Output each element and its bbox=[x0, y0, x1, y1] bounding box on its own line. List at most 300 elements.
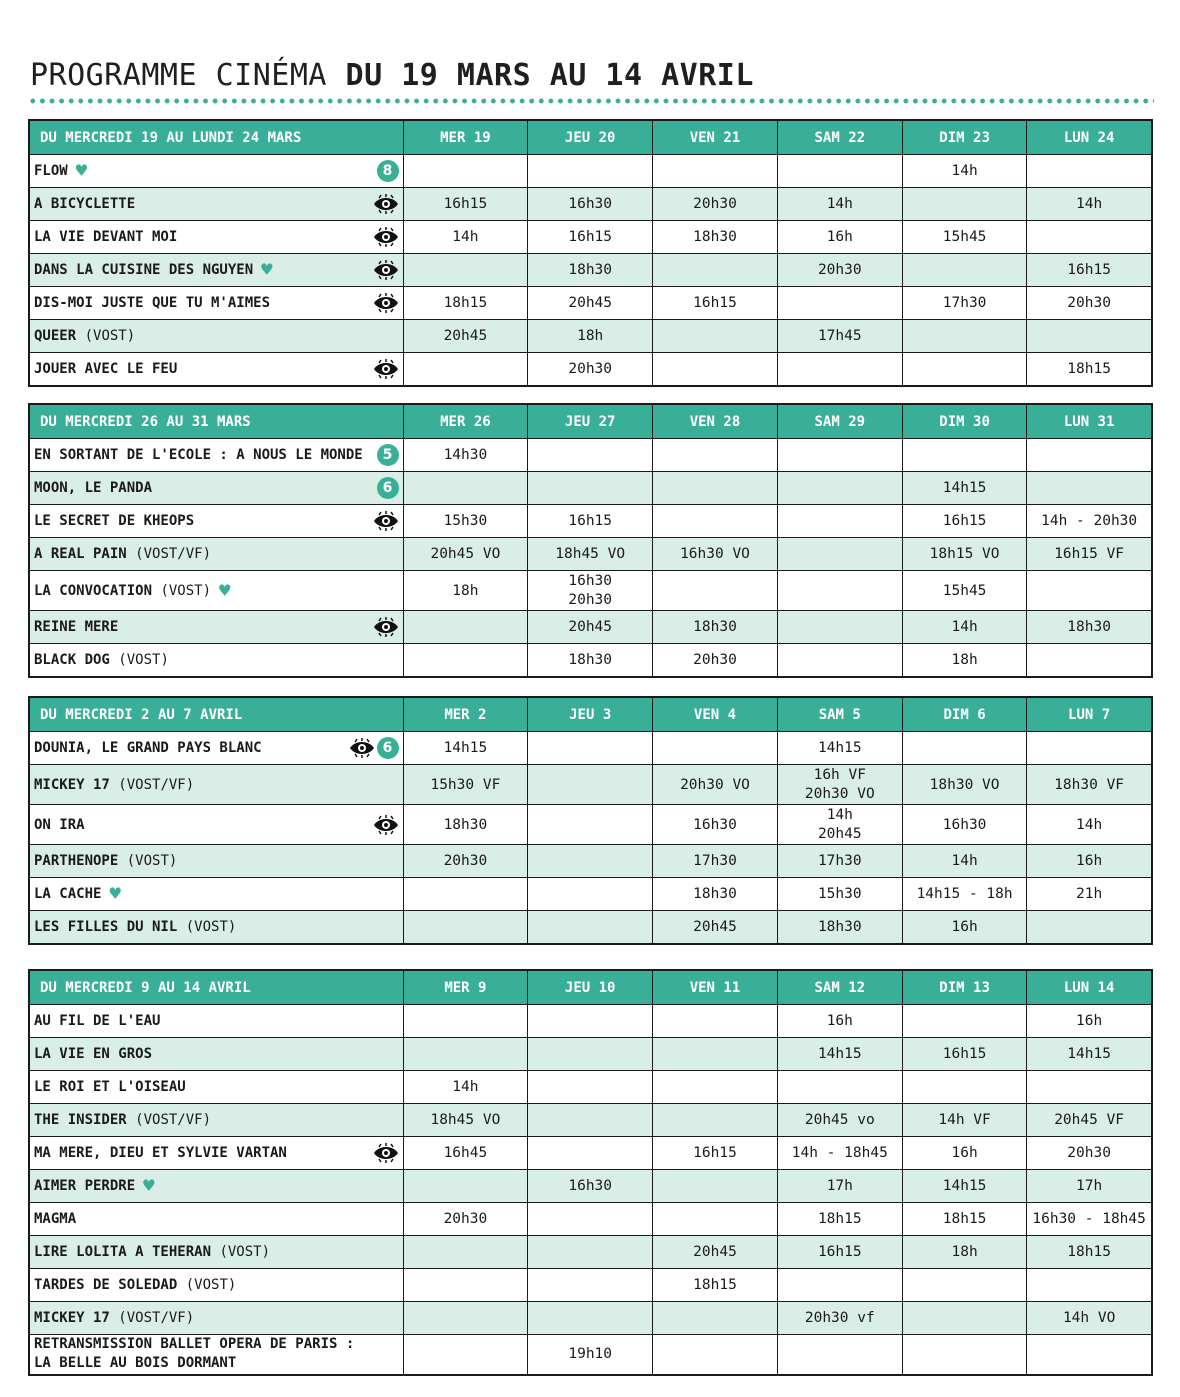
showtime-cell bbox=[653, 320, 778, 353]
showtime-cell: 18h15 VO bbox=[902, 538, 1027, 571]
film-title: THE INSIDER bbox=[34, 1112, 127, 1128]
film-cell bbox=[29, 805, 403, 845]
showtime-cell bbox=[528, 1236, 653, 1269]
showtime-cell: 17h45 bbox=[777, 320, 902, 353]
showtime-cell bbox=[777, 287, 902, 320]
showtime-cell bbox=[653, 505, 778, 538]
film-version-note: (VOST) bbox=[126, 853, 178, 869]
title-light: PROGRAMME CINÉMA bbox=[30, 58, 327, 93]
showtime-cell bbox=[403, 254, 528, 287]
film-row bbox=[29, 538, 1152, 571]
film-icons bbox=[373, 194, 399, 214]
showtime-cell bbox=[403, 611, 528, 644]
film-cell bbox=[29, 644, 403, 677]
heart-icon: ♥ bbox=[143, 1175, 155, 1197]
showtime-cell bbox=[528, 878, 653, 911]
showtime-cell: 18h30 bbox=[777, 911, 902, 944]
showtime-cell bbox=[902, 1302, 1027, 1335]
film-row bbox=[29, 611, 1152, 644]
film-row bbox=[29, 254, 1152, 287]
showtime-cell: 20h30 bbox=[528, 353, 653, 386]
showtime-cell bbox=[403, 155, 528, 188]
film-row bbox=[29, 845, 1152, 878]
film-version-note: (VOST) bbox=[160, 582, 212, 599]
showtime-cell: 14h - 18h45 bbox=[777, 1137, 902, 1170]
showtime-cell: 20h45 VF bbox=[1027, 1104, 1152, 1137]
day-header: JEU 20 bbox=[528, 120, 653, 155]
showtime-cell bbox=[403, 1269, 528, 1302]
film-cell bbox=[29, 911, 403, 944]
showtime-cell bbox=[653, 732, 778, 765]
showtime-cell bbox=[1027, 472, 1152, 505]
showtime-cell bbox=[653, 1038, 778, 1071]
film-cell bbox=[29, 538, 403, 571]
showtime-cell bbox=[1027, 1071, 1152, 1104]
film-row bbox=[29, 878, 1152, 911]
showtime-cell bbox=[1027, 732, 1152, 765]
film-icons bbox=[377, 160, 399, 182]
film-title: DIS-MOI JUSTE QUE TU M'AIMES bbox=[34, 295, 271, 311]
film-title: LE SECRET DE KHEOPS bbox=[34, 513, 195, 529]
film-row bbox=[29, 1137, 1152, 1170]
showtime-cell: 16h30 - 18h45 bbox=[1027, 1203, 1152, 1236]
film-cell bbox=[29, 765, 403, 805]
film-icons bbox=[349, 737, 399, 759]
showtime-cell: 17h30 bbox=[777, 845, 902, 878]
showtime-cell bbox=[653, 1203, 778, 1236]
day-header: LUN 31 bbox=[1027, 404, 1152, 439]
showtime-cell bbox=[1027, 155, 1152, 188]
showtime-cell: 14h bbox=[777, 188, 902, 221]
film-cell bbox=[29, 845, 403, 878]
showtime-cell bbox=[403, 1302, 528, 1335]
film-row bbox=[29, 353, 1152, 386]
film-version-note: (VOST/VF) bbox=[118, 1310, 195, 1326]
showtime-cell: 18h15 bbox=[1027, 1236, 1152, 1269]
film-title: AIMER PERDRE bbox=[34, 1178, 136, 1194]
day-header: LUN 14 bbox=[1027, 970, 1152, 1005]
week-table bbox=[28, 969, 1153, 1376]
film-row bbox=[29, 188, 1152, 221]
showtime-cell bbox=[777, 538, 902, 571]
showtime-cell: 16h bbox=[1027, 845, 1152, 878]
showtime-cell bbox=[653, 1005, 778, 1038]
showtime-cell bbox=[403, 353, 528, 386]
showtime-cell bbox=[403, 911, 528, 944]
showtime-cell bbox=[403, 878, 528, 911]
day-header: MER 19 bbox=[403, 120, 528, 155]
showtime-cell: 16h bbox=[1027, 1005, 1152, 1038]
showtime-cell: 14h15 - 18h bbox=[902, 878, 1027, 911]
film-row bbox=[29, 1269, 1152, 1302]
age-6-icon: 6 bbox=[377, 477, 399, 499]
showtime-cell bbox=[403, 1005, 528, 1038]
film-row bbox=[29, 1236, 1152, 1269]
showtime-cell: 18h15 bbox=[902, 1203, 1027, 1236]
showtime-cell bbox=[777, 353, 902, 386]
showtime-cell: 14h VO bbox=[1027, 1302, 1152, 1335]
film-row bbox=[29, 287, 1152, 320]
showtime-cell: 16h bbox=[902, 1137, 1027, 1170]
week-label: DU MERCREDI 19 AU LUNDI 24 MARS bbox=[29, 120, 403, 155]
showtime-cell: 20h45 bbox=[528, 287, 653, 320]
showtime-cell: 20h30 bbox=[777, 254, 902, 287]
film-row bbox=[29, 221, 1152, 254]
film-row bbox=[29, 1302, 1152, 1335]
showtime-cell: 14h15 bbox=[1027, 1038, 1152, 1071]
day-header: SAM 5 bbox=[777, 697, 902, 732]
showtime-cell bbox=[1027, 644, 1152, 677]
showtime-cell: 14h 20h45 bbox=[777, 805, 902, 845]
eye-icon bbox=[373, 227, 399, 247]
film-title: A REAL PAIN bbox=[34, 546, 127, 562]
showtime-cell bbox=[777, 611, 902, 644]
showtime-cell: 16h15 bbox=[902, 505, 1027, 538]
showtime-cell: 15h45 bbox=[902, 571, 1027, 611]
showtime-cell: 18h15 bbox=[777, 1203, 902, 1236]
film-row bbox=[29, 439, 1152, 472]
showtime-cell: 20h30 VO bbox=[653, 765, 778, 805]
film-cell bbox=[29, 1137, 403, 1170]
showtime-cell: 16h15 VF bbox=[1027, 538, 1152, 571]
showtime-cell bbox=[902, 1005, 1027, 1038]
showtime-cell bbox=[528, 911, 653, 944]
eye-icon bbox=[373, 511, 399, 531]
showtime-cell bbox=[777, 571, 902, 611]
showtime-cell: 19h10 bbox=[528, 1335, 653, 1375]
film-title: LE ROI ET L'OISEAU bbox=[34, 1079, 186, 1095]
showtime-cell: 17h bbox=[1027, 1170, 1152, 1203]
showtime-cell bbox=[528, 439, 653, 472]
showtime-cell bbox=[653, 254, 778, 287]
film-title: MA MERE, DIEU ET SYLVIE VARTAN bbox=[34, 1145, 287, 1161]
film-title: A BICYCLETTE bbox=[34, 196, 136, 212]
showtime-cell bbox=[777, 439, 902, 472]
film-title: MICKEY 17 bbox=[34, 776, 110, 793]
eye-icon bbox=[373, 617, 399, 637]
film-row bbox=[29, 571, 1152, 611]
heart-icon: ♥ bbox=[219, 579, 231, 602]
film-title: REINE MERE bbox=[34, 619, 119, 635]
film-cell bbox=[29, 1302, 403, 1335]
film-row bbox=[29, 644, 1152, 677]
showtime-cell: 14h15 bbox=[902, 1170, 1027, 1203]
film-cell bbox=[29, 1236, 403, 1269]
film-cell bbox=[29, 1071, 403, 1104]
showtime-cell: 15h45 bbox=[902, 221, 1027, 254]
film-cell bbox=[29, 611, 403, 644]
showtime-cell bbox=[777, 505, 902, 538]
day-header: DIM 13 bbox=[902, 970, 1027, 1005]
day-header: VEN 28 bbox=[653, 404, 778, 439]
week-table bbox=[28, 696, 1153, 945]
film-version-note: (VOST) bbox=[118, 651, 169, 668]
film-title: DOUNIA, LE GRAND PAYS BLANC bbox=[34, 740, 262, 756]
showtime-cell: 16h bbox=[777, 221, 902, 254]
eye-icon bbox=[373, 260, 399, 280]
showtime-cell: 16h15 bbox=[528, 505, 653, 538]
film-title: JOUER AVEC LE FEU bbox=[34, 360, 178, 377]
film-row bbox=[29, 320, 1152, 353]
film-icons bbox=[373, 359, 399, 379]
week-header-row bbox=[29, 970, 1152, 1005]
day-header: SAM 22 bbox=[777, 120, 902, 155]
film-title: PARTHENOPE bbox=[34, 853, 119, 869]
film-row bbox=[29, 732, 1152, 765]
film-title: TARDES DE SOLEDAD bbox=[34, 1277, 178, 1293]
week-table bbox=[28, 119, 1153, 387]
day-header: MER 2 bbox=[403, 697, 528, 732]
week-table bbox=[28, 403, 1153, 678]
showtime-cell bbox=[902, 188, 1027, 221]
film-title: AU FIL DE L'EAU bbox=[34, 1013, 161, 1029]
showtime-cell bbox=[528, 155, 653, 188]
film-row bbox=[29, 805, 1152, 845]
showtime-cell: 16h VF 20h30 VO bbox=[777, 765, 902, 805]
film-row bbox=[29, 1005, 1152, 1038]
showtime-cell bbox=[1027, 1269, 1152, 1302]
showtime-cell: 18h30 bbox=[528, 644, 653, 677]
showtime-cell: 18h30 VF bbox=[1027, 765, 1152, 805]
showtime-cell: 14h bbox=[902, 155, 1027, 188]
showtime-cell: 18h30 bbox=[653, 221, 778, 254]
title-bold: DU 19 MARS AU 14 AVRIL bbox=[345, 58, 754, 93]
day-header: DIM 6 bbox=[902, 697, 1027, 732]
film-row bbox=[29, 765, 1152, 805]
day-header: VEN 4 bbox=[653, 697, 778, 732]
showtime-cell: 20h30 bbox=[403, 1203, 528, 1236]
film-row bbox=[29, 472, 1152, 505]
page-title bbox=[30, 58, 754, 93]
film-title: BLACK DOG bbox=[34, 651, 110, 668]
showtime-cell: 21h bbox=[1027, 878, 1152, 911]
day-header: MER 9 bbox=[403, 970, 528, 1005]
film-title: DANS LA CUISINE DES NGUYEN bbox=[34, 262, 254, 278]
age-6-icon: 6 bbox=[377, 737, 399, 759]
showtime-cell: 16h15 bbox=[528, 221, 653, 254]
film-cell bbox=[29, 287, 403, 320]
film-cell bbox=[29, 571, 403, 611]
film-title: RETRANSMISSION BALLET OPERA DE PARIS : LA BELLE AU BOIS DORMANT bbox=[34, 1336, 355, 1372]
showtime-cell bbox=[1027, 320, 1152, 353]
film-row bbox=[29, 1203, 1152, 1236]
film-icons bbox=[373, 815, 399, 835]
showtime-cell: 20h45 VO bbox=[403, 538, 528, 571]
film-icons bbox=[373, 511, 399, 531]
film-cell bbox=[29, 254, 403, 287]
showtime-cell: 16h15 bbox=[403, 188, 528, 221]
showtime-cell: 18h bbox=[902, 644, 1027, 677]
showtime-cell bbox=[653, 1071, 778, 1104]
showtime-cell: 18h45 VO bbox=[528, 538, 653, 571]
week-header-row bbox=[29, 404, 1152, 439]
showtime-cell bbox=[1027, 221, 1152, 254]
showtime-cell: 20h30 bbox=[653, 188, 778, 221]
showtime-cell: 16h15 bbox=[653, 287, 778, 320]
showtime-cell bbox=[777, 1335, 902, 1375]
film-cell bbox=[29, 1335, 403, 1375]
showtime-cell: 16h15 bbox=[1027, 254, 1152, 287]
showtime-cell bbox=[777, 1071, 902, 1104]
showtime-cell bbox=[902, 1269, 1027, 1302]
showtime-cell: 16h bbox=[902, 911, 1027, 944]
showtime-cell bbox=[528, 1203, 653, 1236]
eye-icon bbox=[373, 1143, 399, 1163]
showtime-cell bbox=[1027, 571, 1152, 611]
film-row bbox=[29, 1104, 1152, 1137]
heart-icon: ♥ bbox=[109, 883, 121, 905]
film-title: MICKEY 17 bbox=[34, 1310, 110, 1326]
showtime-cell: 20h45 bbox=[653, 911, 778, 944]
showtime-cell bbox=[403, 472, 528, 505]
showtime-cell: 20h30 bbox=[403, 845, 528, 878]
showtime-cell: 20h30 bbox=[653, 644, 778, 677]
showtime-cell: 18h30 bbox=[528, 254, 653, 287]
film-version-note: (VOST) bbox=[84, 328, 136, 344]
showtime-cell: 16h bbox=[777, 1005, 902, 1038]
day-header: LUN 7 bbox=[1027, 697, 1152, 732]
showtime-cell: 18h30 bbox=[653, 878, 778, 911]
showtime-cell: 16h30 bbox=[528, 188, 653, 221]
showtime-cell: 20h45 bbox=[403, 320, 528, 353]
age-8-icon: 8 bbox=[377, 160, 399, 182]
showtime-cell: 18h bbox=[403, 571, 528, 611]
day-header: MER 26 bbox=[403, 404, 528, 439]
showtime-cell: 16h30 20h30 bbox=[528, 571, 653, 611]
showtime-cell: 18h30 bbox=[403, 805, 528, 845]
heart-icon: ♥ bbox=[75, 160, 88, 182]
showtime-cell: 17h30 bbox=[653, 845, 778, 878]
showtime-cell bbox=[902, 1071, 1027, 1104]
film-version-note: (VOST) bbox=[219, 1244, 271, 1260]
dotted-divider bbox=[28, 98, 1154, 104]
showtime-cell bbox=[902, 439, 1027, 472]
showtime-cell bbox=[777, 1269, 902, 1302]
showtime-cell: 18h bbox=[528, 320, 653, 353]
showtime-cell bbox=[777, 644, 902, 677]
film-icons bbox=[373, 227, 399, 247]
showtime-cell bbox=[653, 571, 778, 611]
film-cell bbox=[29, 221, 403, 254]
film-cell bbox=[29, 505, 403, 538]
film-title: MOON, LE PANDA bbox=[34, 480, 153, 496]
showtime-cell bbox=[1027, 439, 1152, 472]
showtime-cell: 20h45 bbox=[528, 611, 653, 644]
showtime-cell: 14h bbox=[403, 1071, 528, 1104]
showtime-cell: 14h - 20h30 bbox=[1027, 505, 1152, 538]
showtime-cell: 14h30 bbox=[403, 439, 528, 472]
showtime-cell bbox=[403, 1335, 528, 1375]
showtime-cell: 18h15 bbox=[403, 287, 528, 320]
showtime-cell bbox=[528, 1104, 653, 1137]
showtime-cell: 18h30 bbox=[1027, 611, 1152, 644]
showtime-cell: 20h30 bbox=[1027, 287, 1152, 320]
film-title: FLOW bbox=[34, 163, 68, 179]
week-label: DU MERCREDI 9 AU 14 AVRIL bbox=[29, 970, 403, 1005]
film-title: LIRE LOLITA A TEHERAN bbox=[34, 1244, 212, 1260]
week-header-row bbox=[29, 697, 1152, 732]
showtime-cell bbox=[777, 155, 902, 188]
showtime-cell bbox=[653, 439, 778, 472]
showtime-cell bbox=[777, 472, 902, 505]
film-icons bbox=[373, 1143, 399, 1163]
showtime-cell: 16h15 bbox=[653, 1137, 778, 1170]
showtime-cell bbox=[528, 845, 653, 878]
showtime-cell bbox=[528, 472, 653, 505]
showtime-cell: 16h30 bbox=[528, 1170, 653, 1203]
film-cell bbox=[29, 353, 403, 386]
film-row bbox=[29, 1170, 1152, 1203]
showtime-cell: 14h bbox=[403, 221, 528, 254]
film-cell bbox=[29, 878, 403, 911]
showtime-cell: 20h45 bbox=[653, 1236, 778, 1269]
film-title: QUEER bbox=[34, 328, 77, 344]
showtime-cell bbox=[403, 1236, 528, 1269]
showtime-cell bbox=[528, 1038, 653, 1071]
showtime-cell: 14h bbox=[902, 845, 1027, 878]
showtime-cell: 14h15 bbox=[902, 472, 1027, 505]
eye-icon bbox=[373, 194, 399, 214]
showtime-cell bbox=[902, 353, 1027, 386]
showtime-cell bbox=[902, 1335, 1027, 1375]
day-header: SAM 29 bbox=[777, 404, 902, 439]
showtime-cell: 15h30 VF bbox=[403, 765, 528, 805]
showtime-cell bbox=[653, 155, 778, 188]
film-cell bbox=[29, 1104, 403, 1137]
eye-icon bbox=[349, 738, 375, 758]
film-row bbox=[29, 911, 1152, 944]
showtime-cell: 14h VF bbox=[902, 1104, 1027, 1137]
showtime-cell: 18h30 bbox=[653, 611, 778, 644]
week-label: DU MERCREDI 26 AU 31 MARS bbox=[29, 404, 403, 439]
showtime-cell: 15h30 bbox=[777, 878, 902, 911]
film-icons bbox=[373, 293, 399, 313]
showtime-cell: 14h15 bbox=[777, 1038, 902, 1071]
film-cell bbox=[29, 155, 403, 188]
film-icons bbox=[373, 617, 399, 637]
showtime-cell: 16h45 bbox=[403, 1137, 528, 1170]
showtime-cell bbox=[653, 353, 778, 386]
film-icons bbox=[377, 444, 399, 466]
showtime-cell bbox=[902, 732, 1027, 765]
day-header: SAM 12 bbox=[777, 970, 902, 1005]
showtime-cell: 17h bbox=[777, 1170, 902, 1203]
eye-icon bbox=[373, 815, 399, 835]
film-version-note: (VOST) bbox=[185, 1277, 237, 1293]
film-cell bbox=[29, 320, 403, 353]
film-row bbox=[29, 1335, 1152, 1375]
film-cell bbox=[29, 1005, 403, 1038]
showtime-cell: 16h30 VO bbox=[653, 538, 778, 571]
showtime-cell bbox=[653, 1104, 778, 1137]
day-header: DIM 23 bbox=[902, 120, 1027, 155]
film-row bbox=[29, 1071, 1152, 1104]
showtime-cell bbox=[528, 1005, 653, 1038]
showtime-cell: 18h bbox=[902, 1236, 1027, 1269]
showtime-cell bbox=[528, 1137, 653, 1170]
film-row bbox=[29, 155, 1152, 188]
showtime-cell: 14h bbox=[1027, 805, 1152, 845]
showtime-cell: 20h30 vf bbox=[777, 1302, 902, 1335]
day-header: VEN 11 bbox=[653, 970, 778, 1005]
showtime-cell: 14h15 bbox=[403, 732, 528, 765]
showtime-cell: 20h45 vo bbox=[777, 1104, 902, 1137]
age-5-icon: 5 bbox=[377, 444, 399, 466]
showtime-cell bbox=[653, 1335, 778, 1375]
showtime-cell: 16h30 bbox=[902, 805, 1027, 845]
showtime-cell bbox=[902, 320, 1027, 353]
film-title: LES FILLES DU NIL bbox=[34, 918, 178, 935]
